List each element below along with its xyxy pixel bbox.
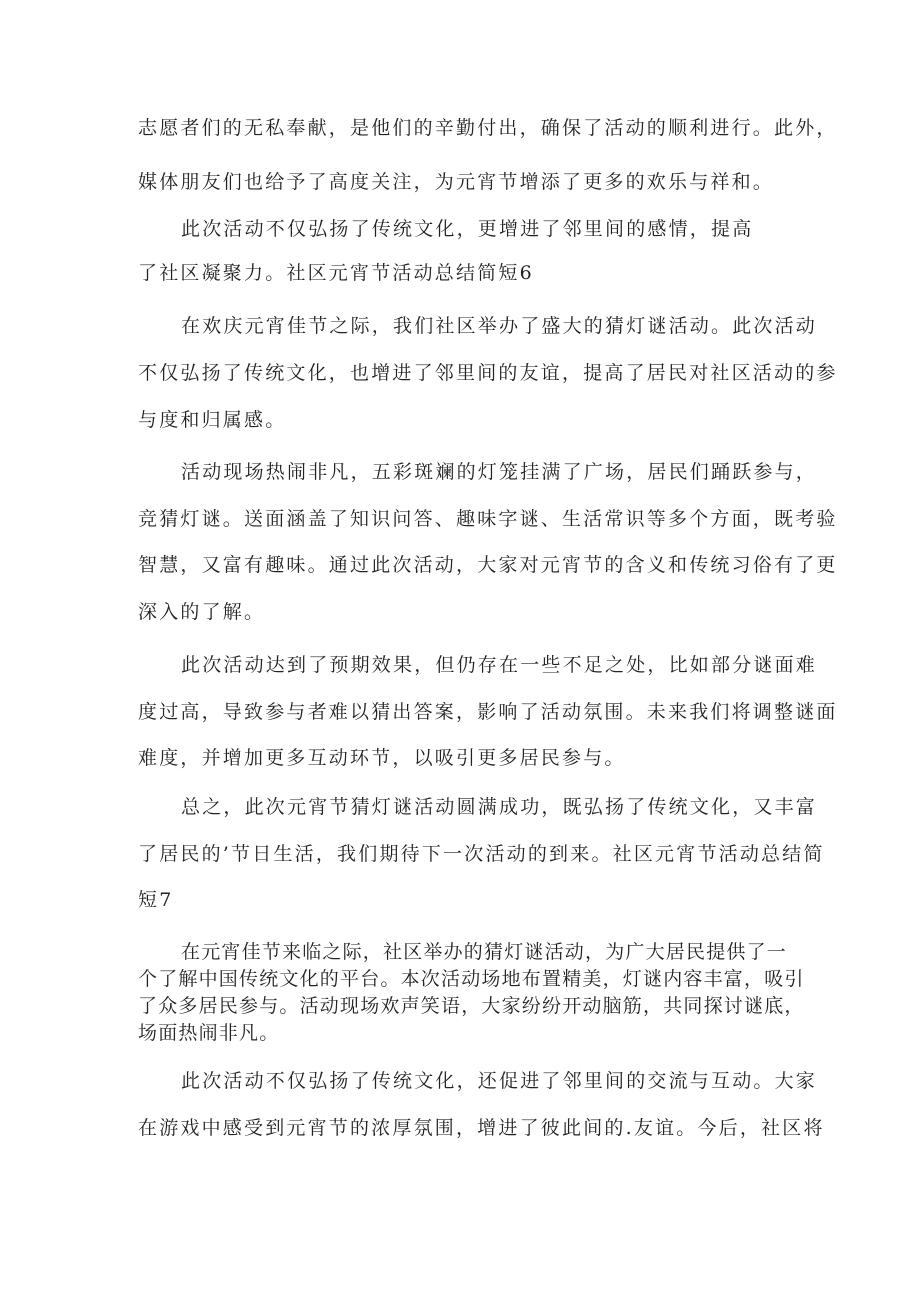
text-line: 了居民的’节日生活，我们期待下一次活动的到来。社区元宵节活动总结简 xyxy=(138,843,825,865)
text-line: 短7 xyxy=(138,889,174,911)
text-line: 深入的了解。 xyxy=(138,601,266,623)
text-line: 智慧，又富有趣味。通过此次活动，大家对元宵节的含义和传统习俗有了更 xyxy=(138,554,838,576)
text-line: 活动现场热闹非凡，五彩斑斓的灯笼挂满了广场，居民们踊跃参与， xyxy=(181,461,818,483)
text-line: 难度，并增加更多互动环节，以吸引更多居民参与。 xyxy=(138,747,626,769)
text-line: 不仅弘扬了传统文化，也增进了邻里间的友谊，提高了居民对社区活动的参 xyxy=(138,362,838,384)
text-line: 场面热闹非凡。 xyxy=(138,1022,280,1044)
text-line: 度过高，导致参与者难以猜出答案，影响了活动氛围。未来我们将调整谜面 xyxy=(138,701,838,723)
text-line: 此次活动达到了预期效果，但仍存在一些不足之处，比如部分谜面难 xyxy=(181,654,818,676)
text-line: 在元宵佳节来临之际，社区举办的猜灯谜活动，为广大居民提供了一 xyxy=(181,941,788,963)
text-line: 了社区凝聚力。社区元宵节活动总结简短6 xyxy=(138,262,534,284)
text-line: 志愿者们的无私奉献，是他们的辛勤付出，确保了活动的顺利进行。此外， xyxy=(138,117,838,139)
text-line: 个了解中国传统文化的平台。本次活动场地布置精美，灯谜内容丰富，吸引 xyxy=(138,968,805,990)
text-line: 在游戏中感受到元宵节的浓厚氛围，增进了彼此间的.友谊。今后，社区将 xyxy=(138,1117,825,1139)
text-line: 在欢庆元宵佳节之际，我们社区举办了盛大的猜灯谜活动。此次活动 xyxy=(181,315,818,337)
text-line: 与度和归属感。 xyxy=(138,409,287,431)
text-line: 总之，此次元宵节猜灯谜活动圆满成功，既弘扬了传统文化，又丰富 xyxy=(181,796,818,818)
text-line: 此次活动不仅弘扬了传统文化，还促进了邻里间的交流与互动。大家 xyxy=(181,1070,818,1092)
text-line: 了众多居民参与。活动现场欢声笑语，大家纷纷开动脑筋，共同探讨谜底， xyxy=(138,995,805,1017)
text-line: 竞猜灯谜。送面涵盖了知识问答、趣味字谜、生活常识等多个方面，既考验 xyxy=(138,508,838,530)
text-line: 媒体朋友们也给予了高度关注，为元宵节增添了更多的欢乐与祥和。 xyxy=(138,171,775,193)
text-line: 此次活动不仅弘扬了传统文化，更增进了邻里间的感情，提高 xyxy=(181,218,754,240)
